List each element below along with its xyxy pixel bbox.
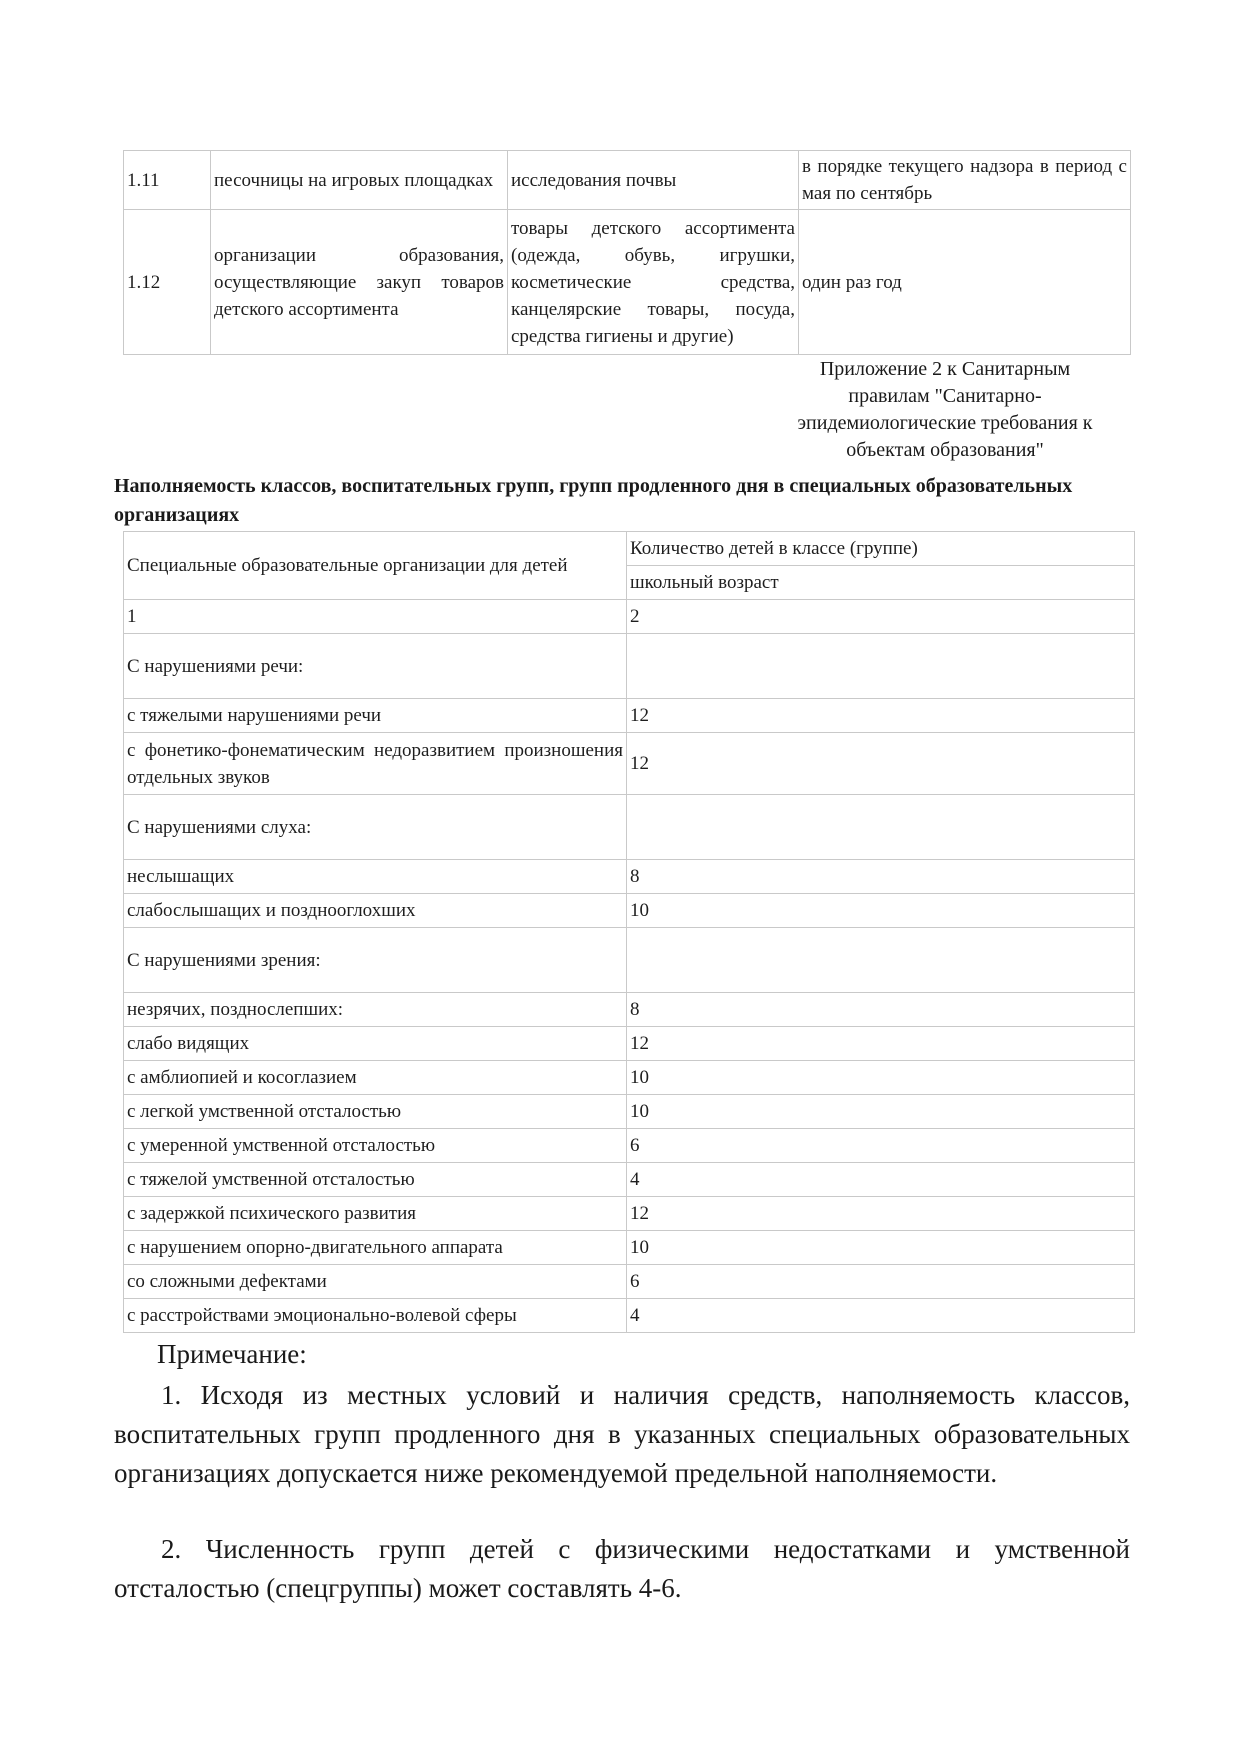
category-value: 10 bbox=[627, 894, 1135, 928]
note-item: 2. Численность групп детей с физическими недостатками и умственной отсталостью (спецгруппы) может составлять 4-6. bbox=[114, 1534, 1130, 1603]
category-value: 8 bbox=[627, 993, 1135, 1027]
research-cell: товары детского ассортимента (одежда, обувь, игрушки, косметические средства, канцелярские товары, посуда, средства гигиены и другие) bbox=[508, 210, 799, 355]
category-label: с амблиопией и косоглазием bbox=[124, 1061, 627, 1095]
header-organizations: Специальные образовательные организации для детей bbox=[124, 532, 627, 600]
empty-cell bbox=[627, 928, 1135, 993]
table-row bbox=[124, 151, 1131, 210]
section-title: С нарушениями речи: bbox=[124, 634, 627, 699]
category-value: 4 bbox=[627, 1299, 1135, 1333]
category-label: слабослышащих и позднооглохших bbox=[124, 894, 627, 928]
period-cell: один раз год bbox=[799, 210, 1131, 355]
category-label: неслышащих bbox=[124, 860, 627, 894]
table-row bbox=[124, 1197, 1135, 1231]
section-title: С нарушениями зрения: bbox=[124, 928, 627, 993]
row-number: 1.12 bbox=[124, 210, 211, 355]
category-label: с тяжелой умственной отсталостью bbox=[124, 1163, 627, 1197]
table-row bbox=[124, 1299, 1135, 1333]
table-row bbox=[124, 210, 1131, 355]
category-label: незрячих, позднослепших: bbox=[124, 993, 627, 1027]
table-row bbox=[124, 1061, 1135, 1095]
header-row bbox=[124, 532, 1135, 566]
category-value: 10 bbox=[627, 1061, 1135, 1095]
category-label: с расстройствами эмоционально-волевой сферы bbox=[124, 1299, 627, 1333]
period-cell: в порядке текущего надзора в период с мая по сентябрь bbox=[799, 151, 1131, 210]
table-row bbox=[124, 733, 1135, 795]
class-size-table bbox=[123, 531, 1135, 1333]
column-number-row bbox=[124, 600, 1135, 634]
section-heading: Наполняемость классов, воспитательных групп, групп продленного дня в специальных образовательных организациях bbox=[114, 475, 1073, 526]
category-value: 4 bbox=[627, 1163, 1135, 1197]
research-cell: исследования почвы bbox=[508, 151, 799, 210]
category-label: слабо видящих bbox=[124, 1027, 627, 1061]
table-row bbox=[124, 1231, 1135, 1265]
note-title: Примечание: bbox=[157, 1339, 307, 1369]
object-cell: организации образования, осуществляющие закуп товаров детского ассортимента bbox=[211, 210, 508, 355]
table-row bbox=[124, 699, 1135, 733]
table-row bbox=[124, 1129, 1135, 1163]
object-cell: песочницы на игровых площадках bbox=[211, 151, 508, 210]
category-value: 12 bbox=[627, 1197, 1135, 1231]
category-label: с тяжелыми нарушениями речи bbox=[124, 699, 627, 733]
monitoring-table bbox=[123, 150, 1131, 355]
category-label: с умеренной умственной отсталостью bbox=[124, 1129, 627, 1163]
category-label: с фонетико-фонематическим недоразвитием произношения отдельных звуков bbox=[124, 733, 627, 795]
category-value: 10 bbox=[627, 1231, 1135, 1265]
table-row bbox=[124, 860, 1135, 894]
table-row bbox=[124, 993, 1135, 1027]
header-children-count: Количество детей в классе (группе) bbox=[627, 532, 1135, 566]
column-number: 2 bbox=[627, 600, 1135, 634]
category-value: 12 bbox=[627, 733, 1135, 795]
category-value: 6 bbox=[627, 1129, 1135, 1163]
section-row bbox=[124, 795, 1135, 860]
category-value: 10 bbox=[627, 1095, 1135, 1129]
appendix-note: Приложение 2 к Санитарным правилам "Санитарно-эпидемиологические требования к объектам образования" bbox=[797, 358, 1093, 461]
table-row bbox=[124, 894, 1135, 928]
table-row bbox=[124, 1027, 1135, 1061]
category-label: с нарушением опорно-двигательного аппарата bbox=[124, 1231, 627, 1265]
category-value: 8 bbox=[627, 860, 1135, 894]
category-label: с задержкой психического развития bbox=[124, 1197, 627, 1231]
row-number: 1.11 bbox=[124, 151, 211, 210]
section-row bbox=[124, 634, 1135, 699]
category-label: со сложными дефектами bbox=[124, 1265, 627, 1299]
category-value: 6 bbox=[627, 1265, 1135, 1299]
column-number: 1 bbox=[124, 600, 627, 634]
table-row bbox=[124, 1163, 1135, 1197]
table-row bbox=[124, 1095, 1135, 1129]
category-value: 12 bbox=[627, 1027, 1135, 1061]
empty-cell bbox=[627, 634, 1135, 699]
category-label: с легкой умственной отсталостью bbox=[124, 1095, 627, 1129]
note-item: 1. Исходя из местных условий и наличия средств, наполняемость классов, воспитательных групп продленного дня в указанных специальных образовательных организациях допускается ниже рекомендуемой предельной наполняемости. bbox=[114, 1380, 1130, 1488]
section-title: С нарушениями слуха: bbox=[124, 795, 627, 860]
section-row bbox=[124, 928, 1135, 993]
table-row bbox=[124, 1265, 1135, 1299]
empty-cell bbox=[627, 795, 1135, 860]
header-school-age: школьный возраст bbox=[627, 566, 1135, 600]
category-value: 12 bbox=[627, 699, 1135, 733]
